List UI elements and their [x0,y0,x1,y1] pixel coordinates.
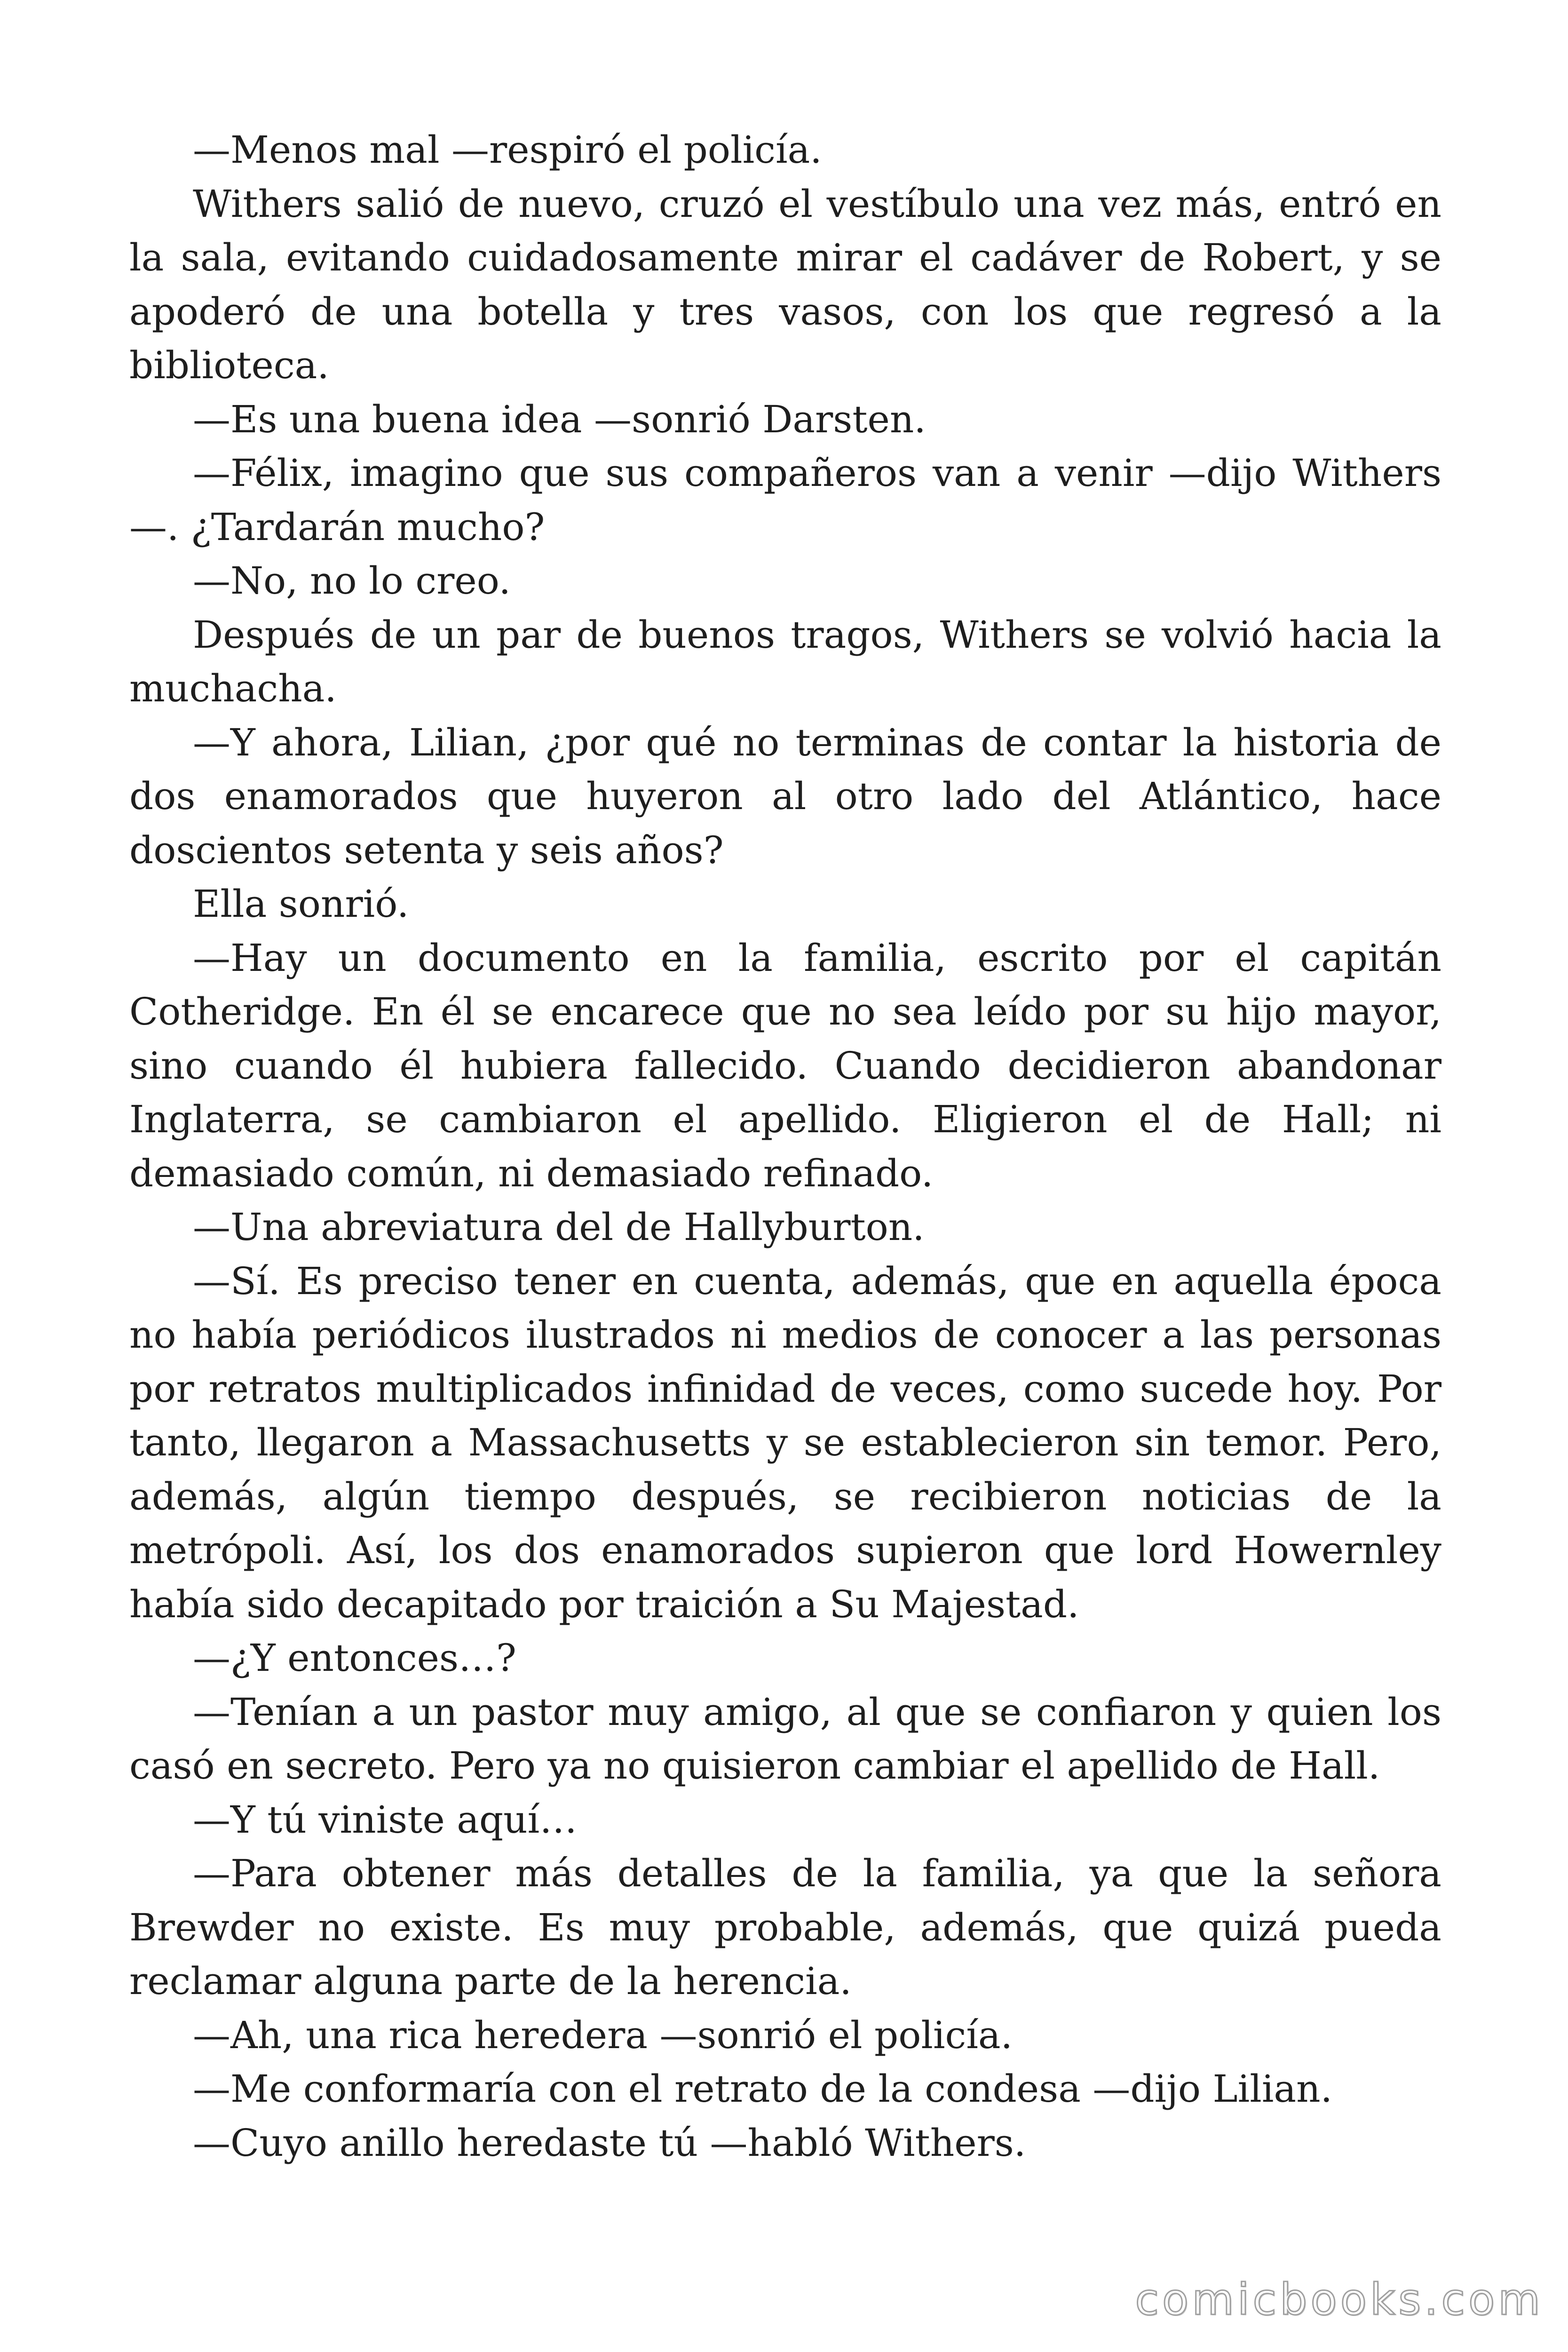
paragraph: Ella sonrió. [193,882,409,926]
paragraph: —Ah, una rica heredera —sonrió el policía. [193,2013,1013,2057]
paragraph: —Tenían a un pastor muy amigo, al que se confiaron y quien los casó en secreto. Pero ya no quisieron cambiar el apellido de Hall. [129,1690,1441,1788]
paragraph: —Me conformaría con el retrato de la condesa —dijo Lilian. [193,2067,1333,2111]
paragraph: —Y tú viniste aquí… [193,1797,578,1842]
paragraph: —Sí. Es preciso tener en cuenta, además, que en aquella época no había periódicos ilustrados ni medios de conocer a las personas por retratos multiplicados infinidad de veces, como sucede hoy. Por tanto, llegaron a Massachusetts y se establecieron sin temor. Pero, además, algún tiempo después, se recibieron noticias de la metrópoli. Así, los dos enamorados supieron que lord Howernley había sido decapitado por traición a Su Majestad. [129,1259,1441,1626]
paragraph: Después de un par de buenos tragos, Withers se volvió hacia la muchacha. [129,612,1441,710]
paragraph: —No, no lo creo. [193,559,511,603]
paragraph: —Cuyo anillo heredaste tú —habló Withers. [193,2121,1026,2165]
paragraph: —Félix, imagino que sus compañeros van a venir —dijo Withers —. ¿Tardarán mucho? [129,451,1441,549]
site-watermark: comicbooks.com [1135,2274,1544,2325]
paragraph: —Menos mal —respiró el policía. [193,128,822,172]
paragraph: —Para obtener más detalles de la familia, ya que la señora Brewder no existe. Es muy probable, además, que quizá pueda reclamar alguna parte de la herencia. [129,1851,1441,2003]
paragraph: —Una abreviatura del de Hallyburton. [193,1205,925,1249]
body-text [129,123,1441,2170]
paragraph: Withers salió de nuevo, cruzó el vestíbulo una vez más, entró en la sala, evitando cuidadosamente mirar el cadáver de Robert, y se apoderó de una botella y tres vasos, con los que regresó a la biblioteca. [129,182,1441,387]
paragraph: —Hay un documento en la familia, escrito por el capitán Cotheridge. En él se encarece que no sea leído por su hijo mayor, sino cuando él hubiera fallecido. Cuando decidieron abandonar Inglaterra, se cambiaron el apellido. Eligieron el de Hall; ni demasiado común, ni demasiado refinado. [129,936,1441,1195]
paragraph: —Es una buena idea —sonrió Darsten. [193,397,926,441]
paragraph: —Y ahora, Lilian, ¿por qué no terminas de contar la historia de dos enamorados que huyeron al otro lado del Atlántico, hace doscientos setenta y seis años? [129,720,1441,872]
paragraph: —¿Y entonces…? [193,1636,516,1680]
